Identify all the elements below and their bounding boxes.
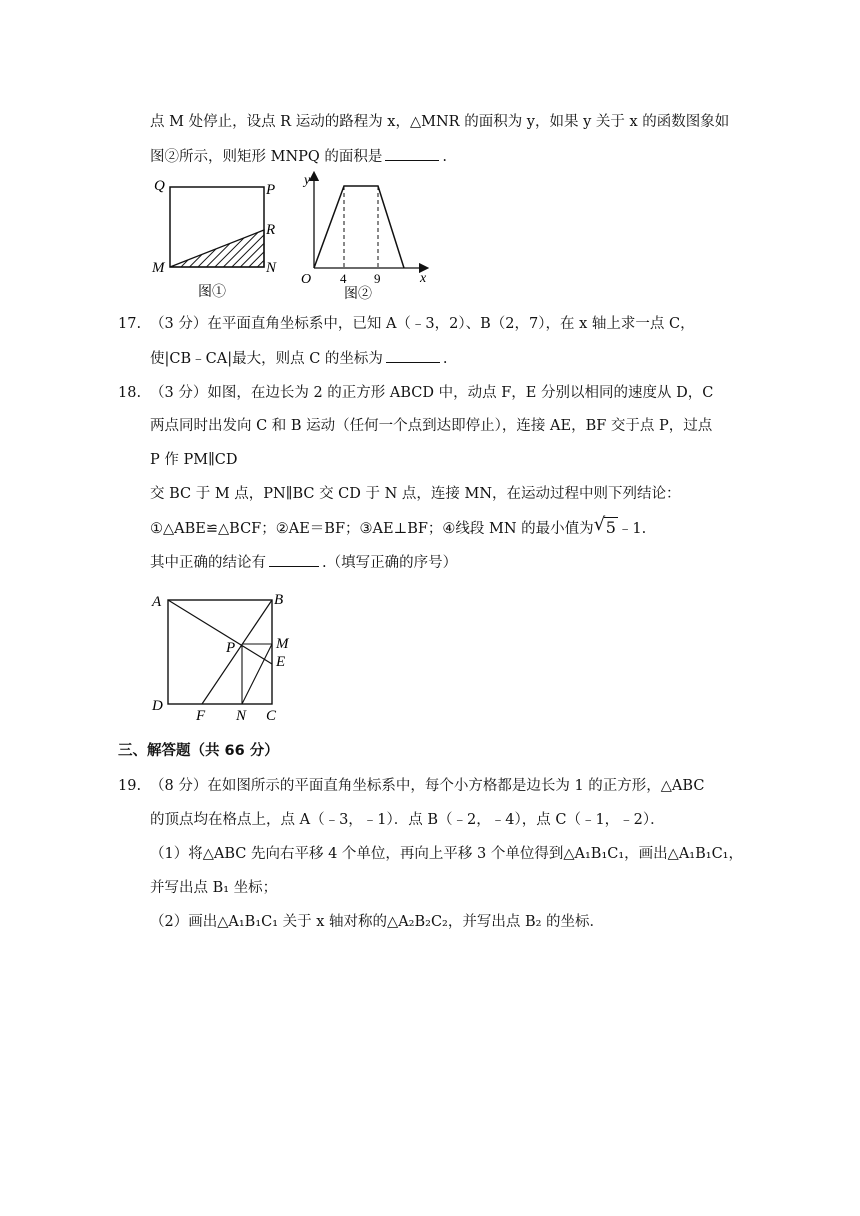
- q18-text-line-6-a: 其中正确的结论有: [150, 555, 266, 571]
- sqrt-five: √ 5: [593, 514, 616, 537]
- figure-1-caption: 图①: [198, 285, 226, 300]
- q18-text-line-5: [150, 514, 647, 539]
- label-m: M: [152, 260, 165, 276]
- label-m: M: [276, 636, 289, 652]
- label-b: B: [274, 592, 284, 608]
- label-p: P: [226, 640, 236, 656]
- label-q: Q: [154, 178, 165, 194]
- q16-text-line-2-b: .: [442, 149, 448, 165]
- label-r: R: [266, 222, 276, 238]
- label-c: C: [266, 708, 277, 724]
- shaded-triangle-mnr: [170, 230, 264, 267]
- segment-bf: [202, 600, 272, 704]
- label-d: D: [152, 698, 163, 714]
- q18-text-line-5-b: ﹣1.: [617, 521, 647, 537]
- segment-mn: [242, 644, 272, 704]
- figure-2-caption: 图②: [344, 287, 372, 302]
- segment-ae: [168, 600, 272, 664]
- origin-label: O: [301, 272, 312, 287]
- q17-number: 17.: [118, 316, 142, 332]
- function-graph-line: [314, 186, 404, 268]
- square-abcd: [168, 600, 272, 704]
- q18-text-line-2: 两点同时出发向 C 和 B 运动（任何一个点到达即停止），连接 AE，BF 交于点 P，过点: [150, 418, 713, 434]
- q16-figure-2: [296, 170, 442, 304]
- q17-text-line-2: [150, 348, 448, 369]
- q18-figure-square: [148, 588, 300, 724]
- q18-number: 18.: [118, 385, 142, 401]
- q19-text-line-4: 并写出点 B₁ 坐标；: [150, 880, 278, 896]
- q18-text-line-3: P 作 PM∥CD: [150, 452, 238, 468]
- q19-text-line-5: （2）画出△A₁B₁C₁ 关于 x 轴对称的△A₂B₂C₂，并写出点 B₂ 的坐标．: [150, 914, 605, 930]
- q16-figure-1: [148, 172, 288, 304]
- q16-text-line-2-a: 图②所示，则矩形 MNPQ 的面积是: [150, 149, 383, 165]
- q18-text-line-4: 交 BC 于 M 点，PN∥BC 交 CD 于 N 点，连接 MN，在运动过程中则下列结论：: [150, 486, 681, 502]
- q17-text-line-2-a: 使|CB﹣CA|最大，则点 C 的坐标为: [150, 351, 383, 367]
- q18-answer-blank[interactable]: [269, 552, 319, 567]
- label-n: N: [266, 260, 277, 276]
- tick-label-4: 4: [340, 271, 347, 286]
- q18-text-line-6: [150, 552, 457, 573]
- label-p: P: [266, 182, 276, 198]
- label-e: E: [276, 654, 286, 670]
- q19-number: 19.: [118, 778, 142, 794]
- tick-label-9: 9: [374, 271, 381, 286]
- q18-text-line-1: （3 分）如图，在边长为 2 的正方形 ABCD 中，动点 F，E 分别以相同的速度从 D，C: [150, 385, 714, 401]
- q17-answer-blank[interactable]: [386, 348, 440, 363]
- q17-text-line-2-b: .: [442, 351, 448, 367]
- label-a: A: [152, 594, 162, 610]
- label-n: N: [236, 708, 247, 724]
- q16-text-line-1: 点 M 处停止，设点 R 运动的路程为 x，△MNR 的面积为 y，如果 y 关于 x 的函数图象如: [150, 114, 730, 130]
- q19-text-line-2: 的顶点均在格点上，点 A（﹣3，﹣1）．点 B（﹣2，﹣4），点 C（﹣1，﹣2）．: [150, 812, 665, 828]
- q17-text-line-1: （3 分）在平面直角坐标系中，已知 A（﹣3，2）、B（2，7），在 x 轴上求一点 C，: [150, 316, 695, 332]
- q19-text-line-3: （1）将△ABC 先向右平移 4 个单位，再向上平移 3 个单位得到△A₁B₁C₁，画出△A₁B₁C₁，: [150, 846, 743, 862]
- q18-text-line-6-b: .（填写正确的序号）: [322, 555, 458, 571]
- axis-label-x: x: [420, 271, 427, 286]
- q16-answer-blank[interactable]: [385, 146, 439, 161]
- axis-label-y: y: [304, 173, 311, 188]
- label-f: F: [196, 708, 206, 724]
- q19-text-line-1: （8 分）在如图所示的平面直角坐标系中，每个小方格都是边长为 1 的正方形，△ABC: [150, 778, 705, 794]
- section-heading: 三、解答题（共 66 分）: [118, 743, 279, 759]
- q18-text-line-5-a: ①△ABE≌△BCF；②AE＝BF；③AE⊥BF；④线段 MN 的最小值为: [150, 521, 594, 537]
- q16-text-line-2: [150, 146, 447, 167]
